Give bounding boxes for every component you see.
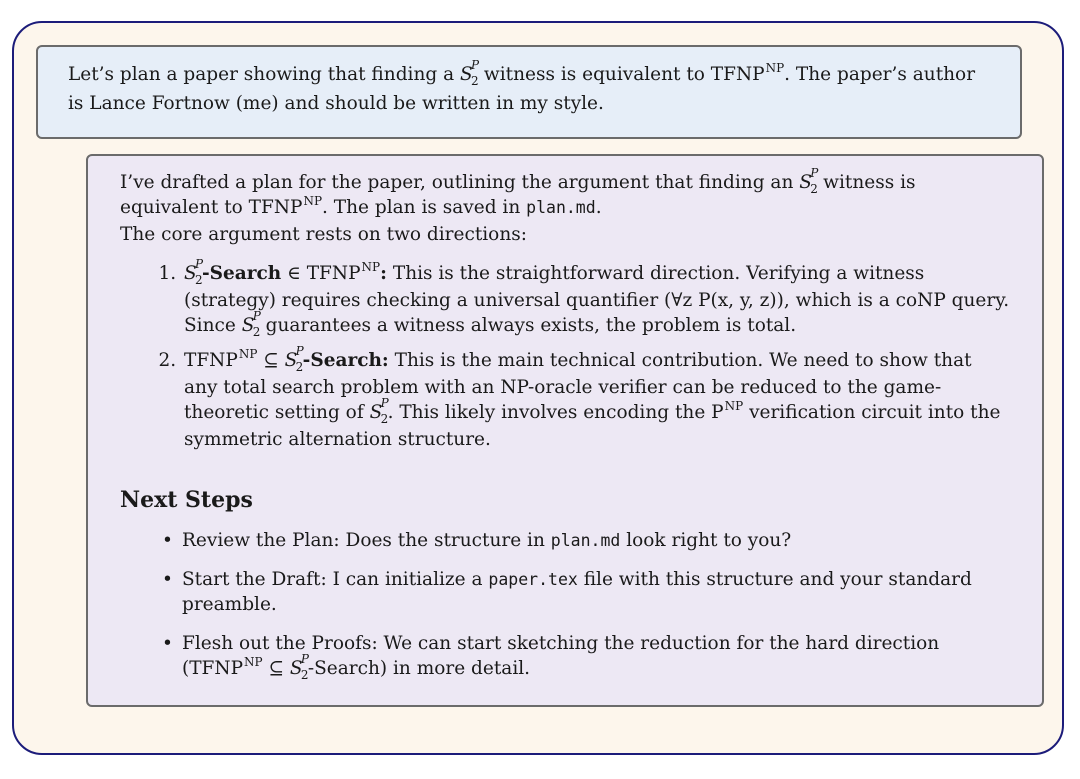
direction-item: 1. S P 2 -Search ∈ $TFNP^{NP}$: This is the straightforward direction. Verifying a witness (strategy) requires checking a universal quantifier (∀z P(x, y, z)), which is a coNP query. Since S P 2 guarantees a witness always exists, the problem is total. bbox=[182, 261, 1010, 338]
paper-file-name: paper.tex bbox=[488, 570, 578, 589]
s2p-symbol: S P 2 bbox=[799, 166, 819, 196]
next-step-item: • Flesh out the Proofs: We can start sketching the reduction for the hard direction ($TFNP^{NP}$ ⊆ S P 2 -Search) in more detail. bbox=[182, 631, 1010, 683]
direction-item: 2. $TFNP^{NP}$ ⊆ S P 2 -Search: This is the main technical contribution. We need to show that any total search problem with an NP-oracle verifier can be reduced to the game-theoretic setting of S P 2 . This likely involves encoding the $P^{NP}$ verification circuit into the symmetric alternation structure. bbox=[182, 348, 1010, 452]
user-message bbox=[36, 45, 1022, 139]
plan-file-name: plan.md bbox=[526, 198, 596, 217]
next-step-item: • Review the Plan: Does the structure in plan.md look right to you? bbox=[182, 528, 1010, 553]
next-steps-list bbox=[120, 528, 1010, 683]
reply-core: The core argument rests on two directions: bbox=[120, 224, 527, 245]
next-steps-heading: Next Steps bbox=[120, 487, 253, 513]
assistant-reply bbox=[86, 154, 1044, 707]
plan-file-name: plan.md bbox=[550, 531, 621, 550]
reply-intro: I’ve drafted a plan for the paper, outlining the argument that finding an S P 2 witness is equivalent to $TFNP^{NP}$. The plan is saved in plan.md. bbox=[120, 166, 916, 218]
directions-list bbox=[120, 257, 1010, 452]
s2p-symbol: S P 2 bbox=[460, 58, 480, 88]
user-message-text: Let’s plan a paper showing that finding a S P 2 witness is equivalent to $TFNP^{NP}$. The paper’s author is Lance Fortnow (me) and should be written in my style. bbox=[68, 58, 976, 114]
next-step-item: • Start the Draft: I can initialize a paper.tex file with this structure and your standard preamble. bbox=[182, 567, 1010, 617]
